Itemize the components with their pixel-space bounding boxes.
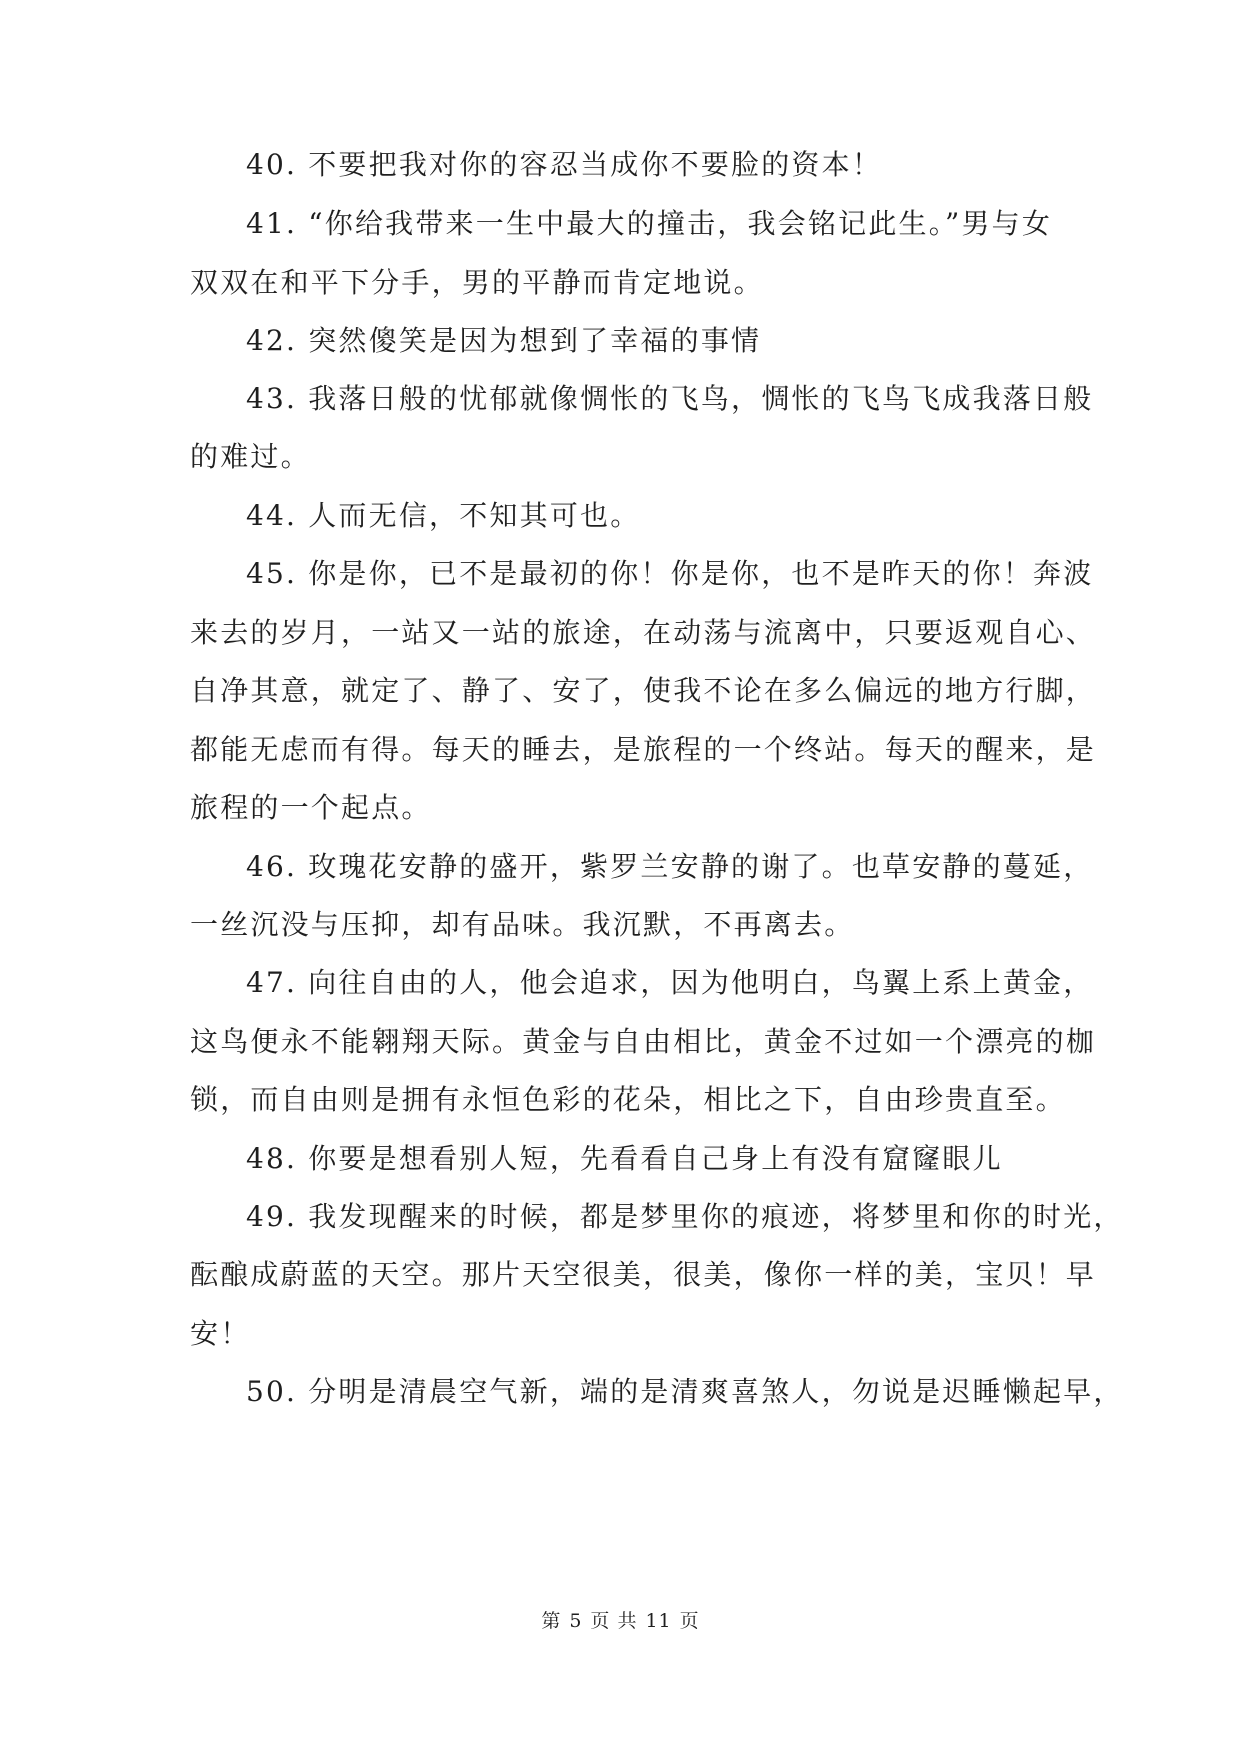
footer-suffix: 页 [679,1610,700,1632]
page-number: 5 [569,1610,583,1632]
text-line: 47. 向往自由的人，他会追求，因为他明白，鸟翼上系上黄金， [246,966,1094,999]
text-line: 安！ [190,1317,251,1350]
text-line: 锁，而自由则是拥有永恒色彩的花朵，相比之下，自由珍贵直至。 [190,1083,1066,1116]
text-line: 41. “你给我带来一生中最大的撞击，我会铭记此生。”男与女 [246,207,1053,240]
text-line: 双双在和平下分手，男的平静而肯定地说。 [190,266,764,299]
text-line: 自净其意，就定了、静了、安了，使我不论在多么偏远的地方行脚， [190,674,1097,707]
page-footer [0,1606,1241,1633]
text-line: 45. 你是你，已不是最初的你！你是你，也不是昨天的你！奔波 [246,557,1094,590]
text-line: 48. 你要是想看别人短，先看看自己身上有没有窟窿眼儿 [246,1142,1003,1175]
text-line: 50. 分明是清晨空气新，端的是清爽喜煞人，勿说是迟睡懒起早， [246,1375,1124,1408]
text-line: 42. 突然傻笑是因为想到了幸福的事情 [246,324,762,357]
text-line: 43. 我落日般的忧郁就像惆怅的飞鸟，惆怅的飞鸟飞成我落日般 [246,382,1094,415]
text-line: 旅程的一个起点。 [190,791,432,824]
text-line: 49. 我发现醒来的时候，都是梦里你的痕迹，将梦里和你的时光， [246,1200,1124,1233]
footer-middle: 页 共 [590,1610,638,1632]
text-line: 这鸟便永不能翱翔天际。黄金与自由相比，黄金不过如一个漂亮的枷 [190,1025,1097,1058]
footer-prefix: 第 [541,1610,562,1632]
text-line: 酝酿成蔚蓝的天空。那片天空很美，很美，像你一样的美，宝贝！早 [190,1258,1097,1291]
text-line: 46. 玫瑰花安静的盛开，紫罗兰安静的谢了。也草安静的蔓延， [246,850,1094,883]
text-line: 来去的岁月，一站又一站的旅途，在动荡与流离中，只要返观自心、 [190,616,1097,649]
total-pages: 11 [645,1610,672,1632]
text-line: 一丝沉没与压抑，却有品味。我沉默，不再离去。 [190,908,855,941]
text-line: 40. 不要把我对你的容忍当成你不要脸的资本！ [246,148,883,181]
text-line: 44. 人而无信，不知其可也。 [246,499,641,532]
text-line: 的难过。 [190,440,311,473]
text-line: 都能无虑而有得。每天的睡去，是旅程的一个终站。每天的醒来，是 [190,733,1097,766]
